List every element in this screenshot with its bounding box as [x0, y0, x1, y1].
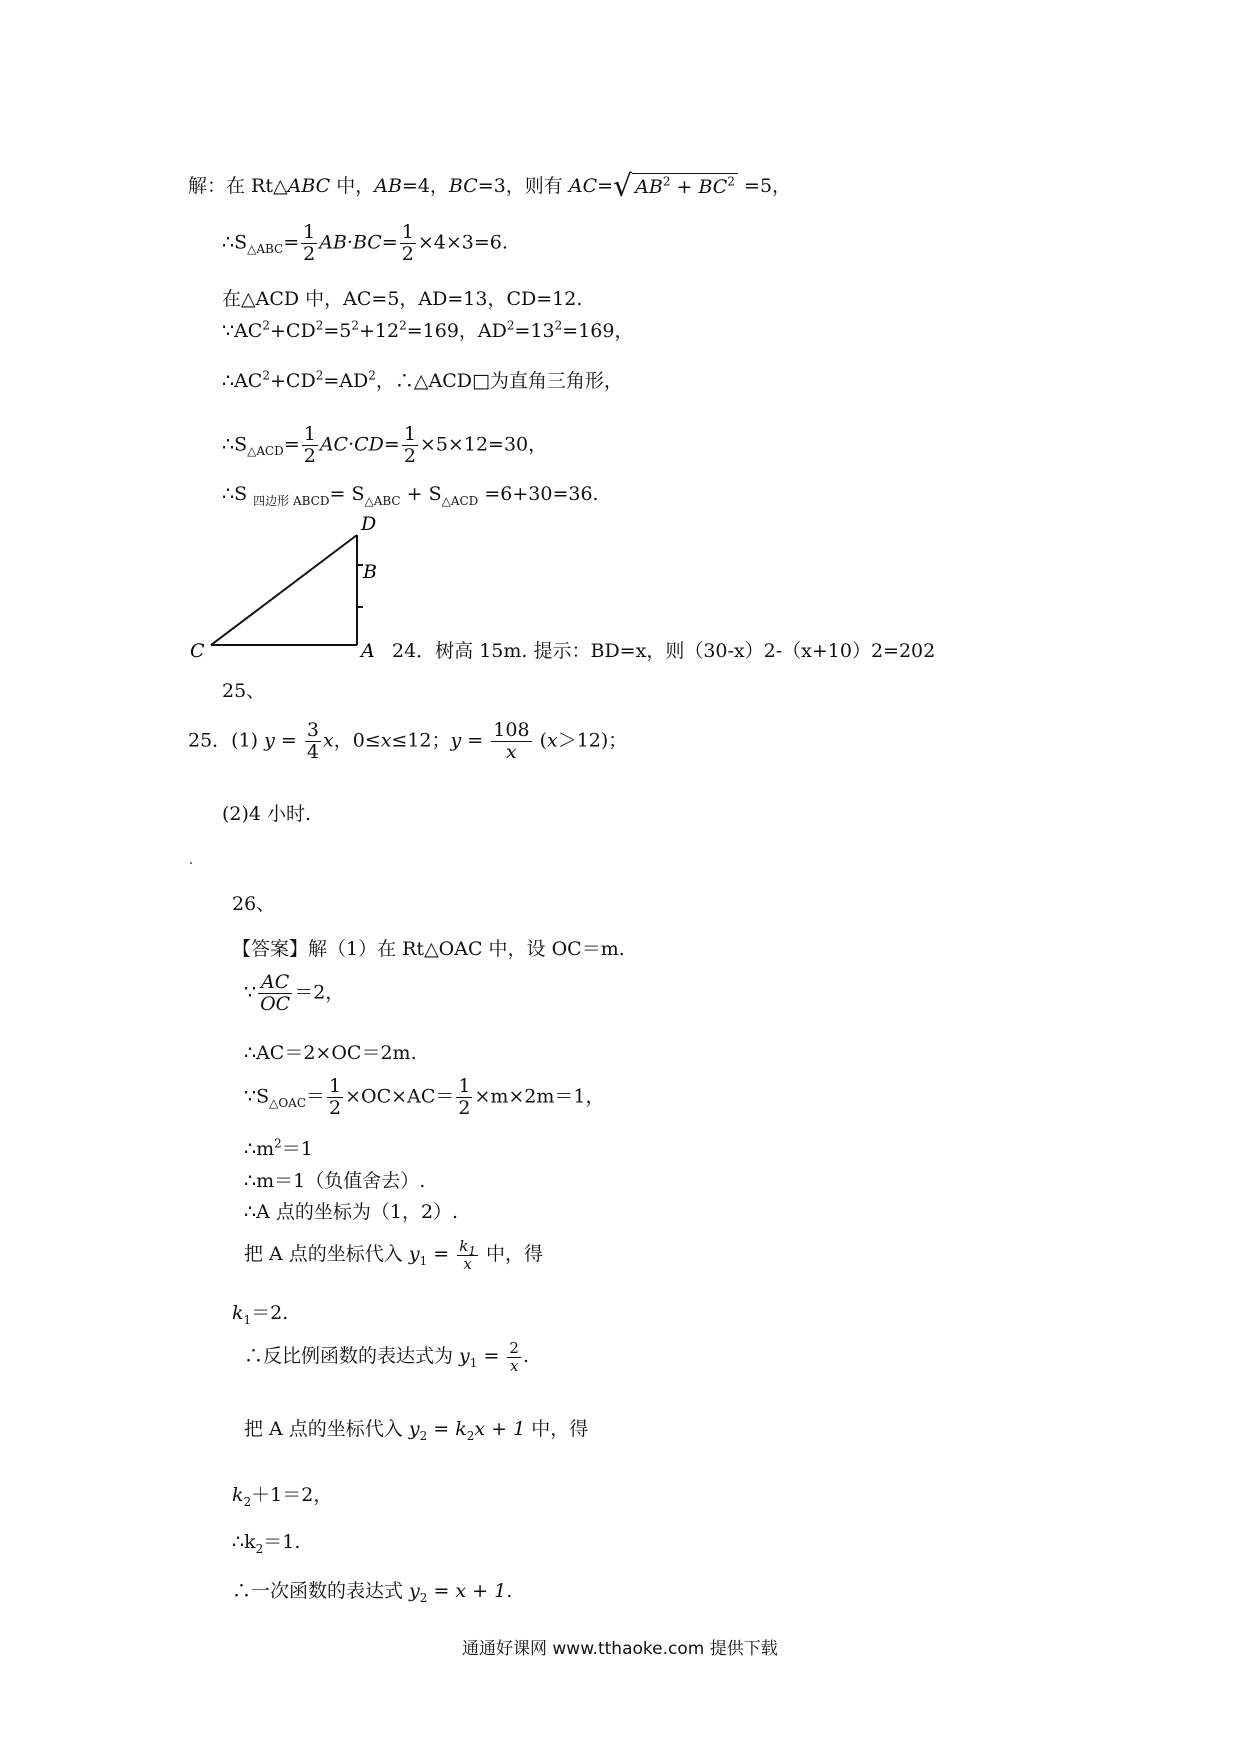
- text: 中，: [330, 175, 375, 197]
- text: x: [380, 729, 392, 752]
- text: =: [283, 433, 300, 456]
- s23-line-4: [222, 318, 634, 342]
- page-footer: 通通好课网 www.tthaoke.com 提供下载: [462, 1639, 778, 1659]
- text: ∴S: [222, 231, 248, 254]
- text: 2: [727, 174, 735, 189]
- text: 2: [401, 242, 414, 265]
- text: 2: [403, 444, 416, 467]
- text: ∴AC: [222, 370, 263, 392]
- text: 2: [303, 242, 316, 265]
- fraction: [302, 424, 318, 467]
- s25-line-2: (2)4 小时.: [222, 803, 312, 825]
- text: ＝2.: [251, 1302, 289, 1324]
- text: k: [232, 1302, 244, 1324]
- s24-line: 24．树高 15m. 提示：BD=x，则（30-x）2-（x+10）2=202: [392, 640, 936, 662]
- s25-heading: 25、: [222, 680, 266, 702]
- s26-line-3: ∴AC＝2×OC＝2m.: [244, 1042, 417, 1064]
- text: =: [283, 231, 300, 254]
- text: ≤12；: [391, 729, 451, 752]
- text: AC: [258, 972, 292, 994]
- label-d: D: [361, 515, 377, 535]
- text: 四边形 ABCD: [253, 493, 330, 508]
- text: 25．(1): [188, 729, 265, 752]
- text: 1: [458, 1075, 471, 1097]
- text: AB: [374, 175, 402, 197]
- sup: 2: [368, 368, 376, 383]
- text: + S: [400, 483, 442, 505]
- text: 1: [329, 1075, 342, 1097]
- sup: 2: [506, 318, 515, 333]
- text: =5: [323, 320, 352, 342]
- fraction: [327, 1076, 343, 1119]
- speck: [190, 862, 192, 864]
- fraction: [456, 1076, 472, 1119]
- label-c: C: [190, 640, 205, 662]
- text: = k: [427, 1418, 467, 1440]
- text: 2: [255, 1541, 264, 1556]
- s23-line-1: [188, 169, 792, 204]
- text: ×4×3=6.: [417, 231, 508, 254]
- text: 3: [306, 719, 319, 741]
- text: =: [477, 1345, 506, 1367]
- sup: 2: [351, 318, 359, 333]
- sup: 2: [315, 368, 324, 383]
- text: △ACD: [247, 444, 284, 459]
- text: ABC: [287, 175, 331, 197]
- sup: 2: [554, 318, 563, 333]
- text: BC: [448, 175, 478, 197]
- s23-line-3: 在△ACD 中，AC=5，AD=13，CD=12.: [222, 288, 583, 310]
- sup: 2: [399, 318, 407, 333]
- text: △ABC: [364, 493, 401, 508]
- text: ＝: [306, 1085, 326, 1108]
- text: 1: [303, 423, 316, 445]
- fraction: [457, 1238, 478, 1272]
- s23-line-5: [222, 368, 623, 392]
- text: x + 1: [474, 1418, 526, 1440]
- s26-line-5: [244, 1136, 313, 1160]
- sup: 2: [262, 318, 270, 333]
- fraction: [305, 720, 321, 763]
- s26-line-14: [232, 1580, 513, 1605]
- text: 2: [509, 1339, 519, 1357]
- text: 1: [419, 1253, 428, 1268]
- text: =4，: [401, 175, 449, 197]
- s26-line-13: [232, 1531, 301, 1556]
- segment-cd: [211, 535, 357, 645]
- text: AC: [568, 175, 598, 197]
- text: AB: [635, 175, 663, 198]
- text: y: [450, 729, 462, 752]
- text: AB·BC=: [319, 231, 398, 254]
- text: 解：在 Rt△: [188, 175, 288, 197]
- text: y: [409, 1580, 420, 1602]
- text: BC: [698, 175, 728, 198]
- text: +12: [359, 320, 400, 342]
- sqrt-expression: √ $AB^2 + BC^2$: [613, 172, 738, 202]
- text: ×m×2m＝1，: [474, 1085, 605, 1108]
- text: ＋1＝2，: [251, 1484, 333, 1506]
- text: +: [670, 175, 699, 198]
- text: ，0≤: [333, 729, 381, 752]
- text: ＝1: [281, 1138, 313, 1160]
- text: ∴k: [232, 1531, 256, 1553]
- text: 1: [403, 423, 416, 445]
- s26-line-1: 【答案】解（1）在 Rt△OAC 中，设 OC＝m.: [232, 938, 625, 960]
- text: 4: [306, 740, 319, 763]
- text: 1: [243, 1312, 252, 1327]
- text: x: [322, 729, 334, 752]
- text: 2: [243, 1494, 252, 1509]
- s26-line-10: [244, 1340, 529, 1374]
- text: 中，得: [525, 1418, 589, 1440]
- s23-line-2: [222, 222, 508, 265]
- text: AC·CD=: [319, 433, 400, 456]
- text: +CD: [270, 370, 316, 392]
- text: 2: [274, 1136, 282, 1151]
- text: ＞12)；: [557, 729, 628, 752]
- text: =: [597, 175, 614, 197]
- fraction: [507, 1340, 521, 1374]
- s23-line-6: [222, 424, 547, 467]
- s26-line-9: [232, 1302, 289, 1327]
- label-a: A: [361, 640, 375, 662]
- fraction: [301, 222, 317, 265]
- text: .: [522, 1345, 530, 1367]
- text: 2: [466, 1428, 475, 1443]
- text: 108: [493, 719, 530, 741]
- text: =AD: [323, 370, 369, 392]
- s26-line-2: [244, 972, 344, 1015]
- text: =: [274, 729, 303, 752]
- fraction: [258, 972, 292, 1015]
- text: y: [459, 1345, 470, 1367]
- s26-line-8: [244, 1238, 543, 1272]
- text: =: [427, 1243, 456, 1265]
- text: y: [408, 1418, 420, 1440]
- text: =5，: [737, 175, 792, 197]
- text: ，∴△ACD□为直角三角形，: [375, 370, 623, 392]
- label-b: B: [363, 561, 377, 583]
- text: = S: [329, 483, 365, 505]
- text: 1: [303, 221, 316, 243]
- text: △OAC: [269, 1096, 307, 1111]
- text: 2: [329, 1096, 342, 1119]
- text: ∵S: [244, 1085, 270, 1108]
- text: ∴一次函数的表达式: [232, 1580, 410, 1602]
- text: .: [506, 1580, 513, 1602]
- text: △ABC: [247, 242, 284, 257]
- text: x: [463, 1254, 472, 1273]
- text: ∵AC: [222, 320, 263, 342]
- text: x: [509, 1356, 519, 1375]
- text: +CD: [270, 320, 316, 342]
- s26-line-12: [232, 1484, 333, 1509]
- text: =169，AD: [406, 320, 507, 342]
- text: △ACD: [441, 493, 479, 508]
- sup: 2: [262, 368, 270, 383]
- text: 2: [419, 1590, 428, 1605]
- text: ∵: [244, 981, 257, 1004]
- text: 2: [662, 174, 671, 189]
- text: = x + 1: [427, 1580, 507, 1602]
- text: ×5×12=30，: [419, 433, 548, 456]
- s23-line-7: [222, 483, 599, 508]
- text: ∴反比例函数的表达式为: [244, 1345, 460, 1367]
- text: =6+30=36.: [478, 483, 599, 505]
- text: =: [461, 729, 490, 752]
- s26-heading: 26、: [232, 893, 276, 915]
- text: 2: [303, 444, 316, 467]
- text: 1: [468, 1244, 476, 1258]
- text: 把 A 点的坐标代入: [244, 1243, 409, 1265]
- text: ×OC×AC＝: [345, 1085, 455, 1108]
- text: k: [232, 1484, 244, 1506]
- text: =3，则有: [477, 175, 569, 197]
- triangle-figure: [185, 515, 395, 665]
- text: =169，: [562, 320, 634, 342]
- fraction: [402, 424, 418, 467]
- text: (: [533, 729, 547, 752]
- text: =13: [514, 320, 555, 342]
- text: ∴m: [244, 1138, 275, 1160]
- text: ＝2，: [294, 981, 345, 1004]
- text: x: [546, 729, 558, 752]
- text: 中，得: [479, 1243, 543, 1265]
- text: 2: [458, 1096, 471, 1119]
- text: ∴S: [222, 433, 248, 456]
- s26-line-4: [244, 1076, 605, 1119]
- s26-line-7: ∴A 点的坐标为（1，2）.: [244, 1201, 459, 1223]
- text: k: [459, 1237, 469, 1255]
- text: 2: [419, 1428, 428, 1443]
- s26-line-6: ∴m＝1（负值舍去）.: [244, 1170, 426, 1192]
- text: 1: [401, 221, 414, 243]
- text: y: [408, 1243, 420, 1265]
- text: 1: [469, 1355, 478, 1370]
- sup: 2: [315, 318, 324, 333]
- s26-line-11: [244, 1418, 589, 1443]
- s25-line-1: [188, 720, 627, 763]
- fraction: [491, 720, 531, 763]
- text: OC: [260, 992, 291, 1015]
- text: ∴S: [222, 483, 254, 505]
- text: 把 A 点的坐标代入: [244, 1418, 409, 1440]
- text: y: [264, 729, 275, 752]
- text: x: [506, 740, 517, 763]
- fraction: [400, 222, 416, 265]
- text: ＝1.: [263, 1531, 301, 1553]
